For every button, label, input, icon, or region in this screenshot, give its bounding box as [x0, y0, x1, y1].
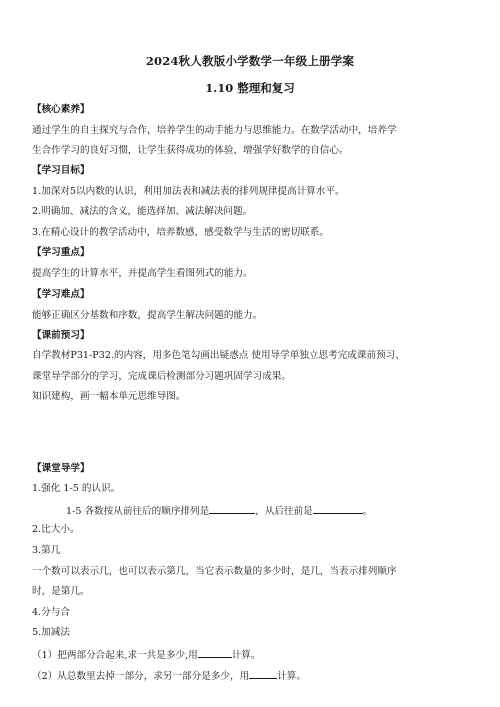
difficulty-heading: 【学习难点】 — [32, 289, 90, 300]
answer-blank[interactable] — [249, 669, 277, 679]
guide-item-2: 2.比大小。 — [32, 524, 80, 535]
learning-goal-item: 2.明确加、减法的含义，能选择加、减法解决问题。 — [32, 206, 253, 217]
guide-item-1-text-c: 。 — [362, 506, 373, 517]
guide-item-5-sub-2 — [32, 669, 306, 683]
answer-blank[interactable] — [198, 648, 232, 658]
core-literacy-line: 生合作学习的良好习惯，让学生获得成功的体验，增强学好数学的自信心。 — [32, 145, 349, 156]
preview-line: 课堂导学部分的学习，完成课后检测部分习题巩固学习成果。 — [32, 371, 292, 382]
preview-heading: 【课前预习】 — [32, 330, 90, 341]
guide-item-5-sub-2-text-a: （2）从总数里去掉一部分，求另一部分是多少，用 — [32, 671, 250, 682]
guide-item-1: 1.强化 1-5 的认识。 — [32, 483, 121, 494]
guide-item-3: 3.第几 — [32, 545, 61, 556]
answer-blank[interactable] — [313, 504, 363, 514]
preview-line: 自学教材P31-P32.的内容，用多色笔勾画出疑惑点 使用导学单独立思考完成课前预习、 — [32, 350, 405, 361]
answer-blank[interactable] — [209, 504, 255, 514]
difficulty-line: 能够正确区分基数和序数，提高学生解决问题的能力。 — [32, 310, 263, 321]
guide-item-5-sub-1 — [32, 648, 260, 662]
learning-goals-heading: 【学习目标】 — [32, 165, 90, 176]
guide-item-3-text: 一个数可以表示几，也可以表示第几，当它表示数量的多少时，是几，当表示排列顺序 — [32, 566, 397, 577]
learning-goal-item: 1.加深对5以内数的认识，利用加法表和减法表的排列规律提高计算水平。 — [32, 186, 345, 197]
core-literacy-heading: 【核心素养】 — [32, 104, 90, 115]
core-literacy-line: 通过学生的自主探究与合作，培养学生的动手能力与思维能力。在数学活动中，培养学 — [32, 125, 397, 136]
learning-goal-item: 3.在精心设计的教学活动中，培养数感，感受数学与生活的密切联系。 — [32, 227, 329, 238]
key-points-line: 提高学生的计算水平，并提高学生看图列式的能力。 — [32, 268, 253, 279]
guide-item-4: 4.分与合 — [32, 607, 70, 618]
guide-item-1-fill-line — [66, 504, 372, 518]
key-points-heading: 【学习重点】 — [32, 247, 90, 258]
document-title: 2024秋人教版小学数学一年级上册学案 — [145, 54, 355, 68]
guide-item-5-sub-1-text-b: 计算。 — [231, 650, 261, 661]
guide-item-1-text-b: ，从后往前是 — [255, 506, 313, 517]
lesson-subtitle: 1.10 整理和复习 — [205, 81, 295, 95]
guide-item-5: 5.加减法 — [32, 627, 70, 638]
preview-line: 知识建构，画一幅本单元思维导图。 — [32, 391, 186, 402]
guide-item-1-text-a: 1-5 各数按从前往后的顺序排列是 — [66, 506, 210, 517]
guide-item-3-text: 时，是第几。 — [32, 586, 90, 597]
guide-item-5-sub-2-text-b: 计算。 — [277, 671, 306, 682]
class-guide-heading: 【课堂导学】 — [32, 463, 90, 474]
guide-item-5-sub-1-text-a: （1）把两部分合起来,求一共是多少,用 — [32, 650, 198, 661]
